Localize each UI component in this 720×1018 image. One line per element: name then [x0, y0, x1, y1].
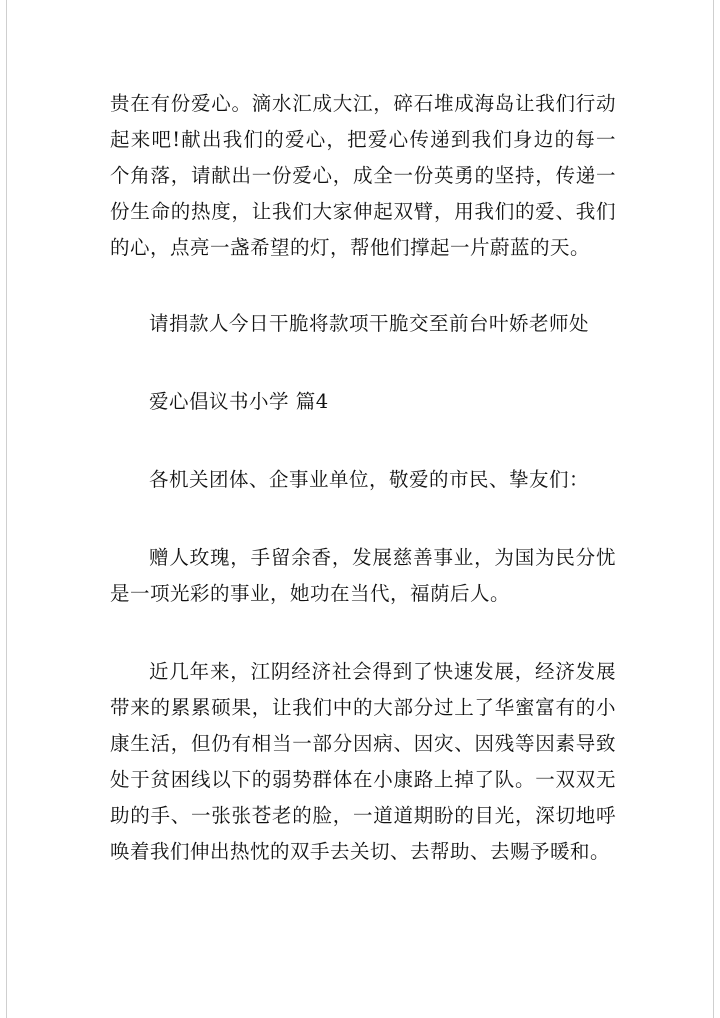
paragraph-continuation: 贵在有份爱心。滴水汇成大江，碎石堆成海岛让我们行动起来吧!献出我们的爱心，把爱心传递到我们身边的每一个角落，请献出一份爱心，成全一份英勇的坚持，传递一份生命的热度，让我们大家伸起双臂，用我们的爱、我们的心，点亮一盏希望的灯，帮他们撑起一片蔚蓝的天。 [110, 92, 616, 259]
page-edge-left [6, 0, 7, 1018]
paragraph-intro: 赠人玫瑰，手留余香，发展慈善事业，为国为民分忧是一项光彩的事业，她功在当代，福荫后人。 [110, 546, 616, 605]
document-body [110, 86, 616, 912]
paragraph-body: 近几年来，江阴经济社会得到了快速发展，经济发展带来的累累硕果，让我们中的大部分过上了华蜜富有的小康生活，但仍有相当一部分因病、因灾、因残等因素导致处于贫困线以下的弱势群体在小康路上掉了队。一双双无助的手、一张张苍老的脸，一道道期盼的目光，深切地呼唤着我们伸出热忱的双手去关切、去帮助、去赐予暖和。 [110, 660, 616, 863]
section-heading: 爱心倡议书小学 篇4 [149, 390, 329, 413]
paragraph-salutation: 各机关团体、企事业单位，敬爱的市民、挚友们： [149, 468, 590, 491]
page-edge-right [713, 0, 714, 1018]
paragraph-donation-note: 请捐款人今日干脆将款项干脆交至前台叶娇老师处 [149, 312, 590, 335]
